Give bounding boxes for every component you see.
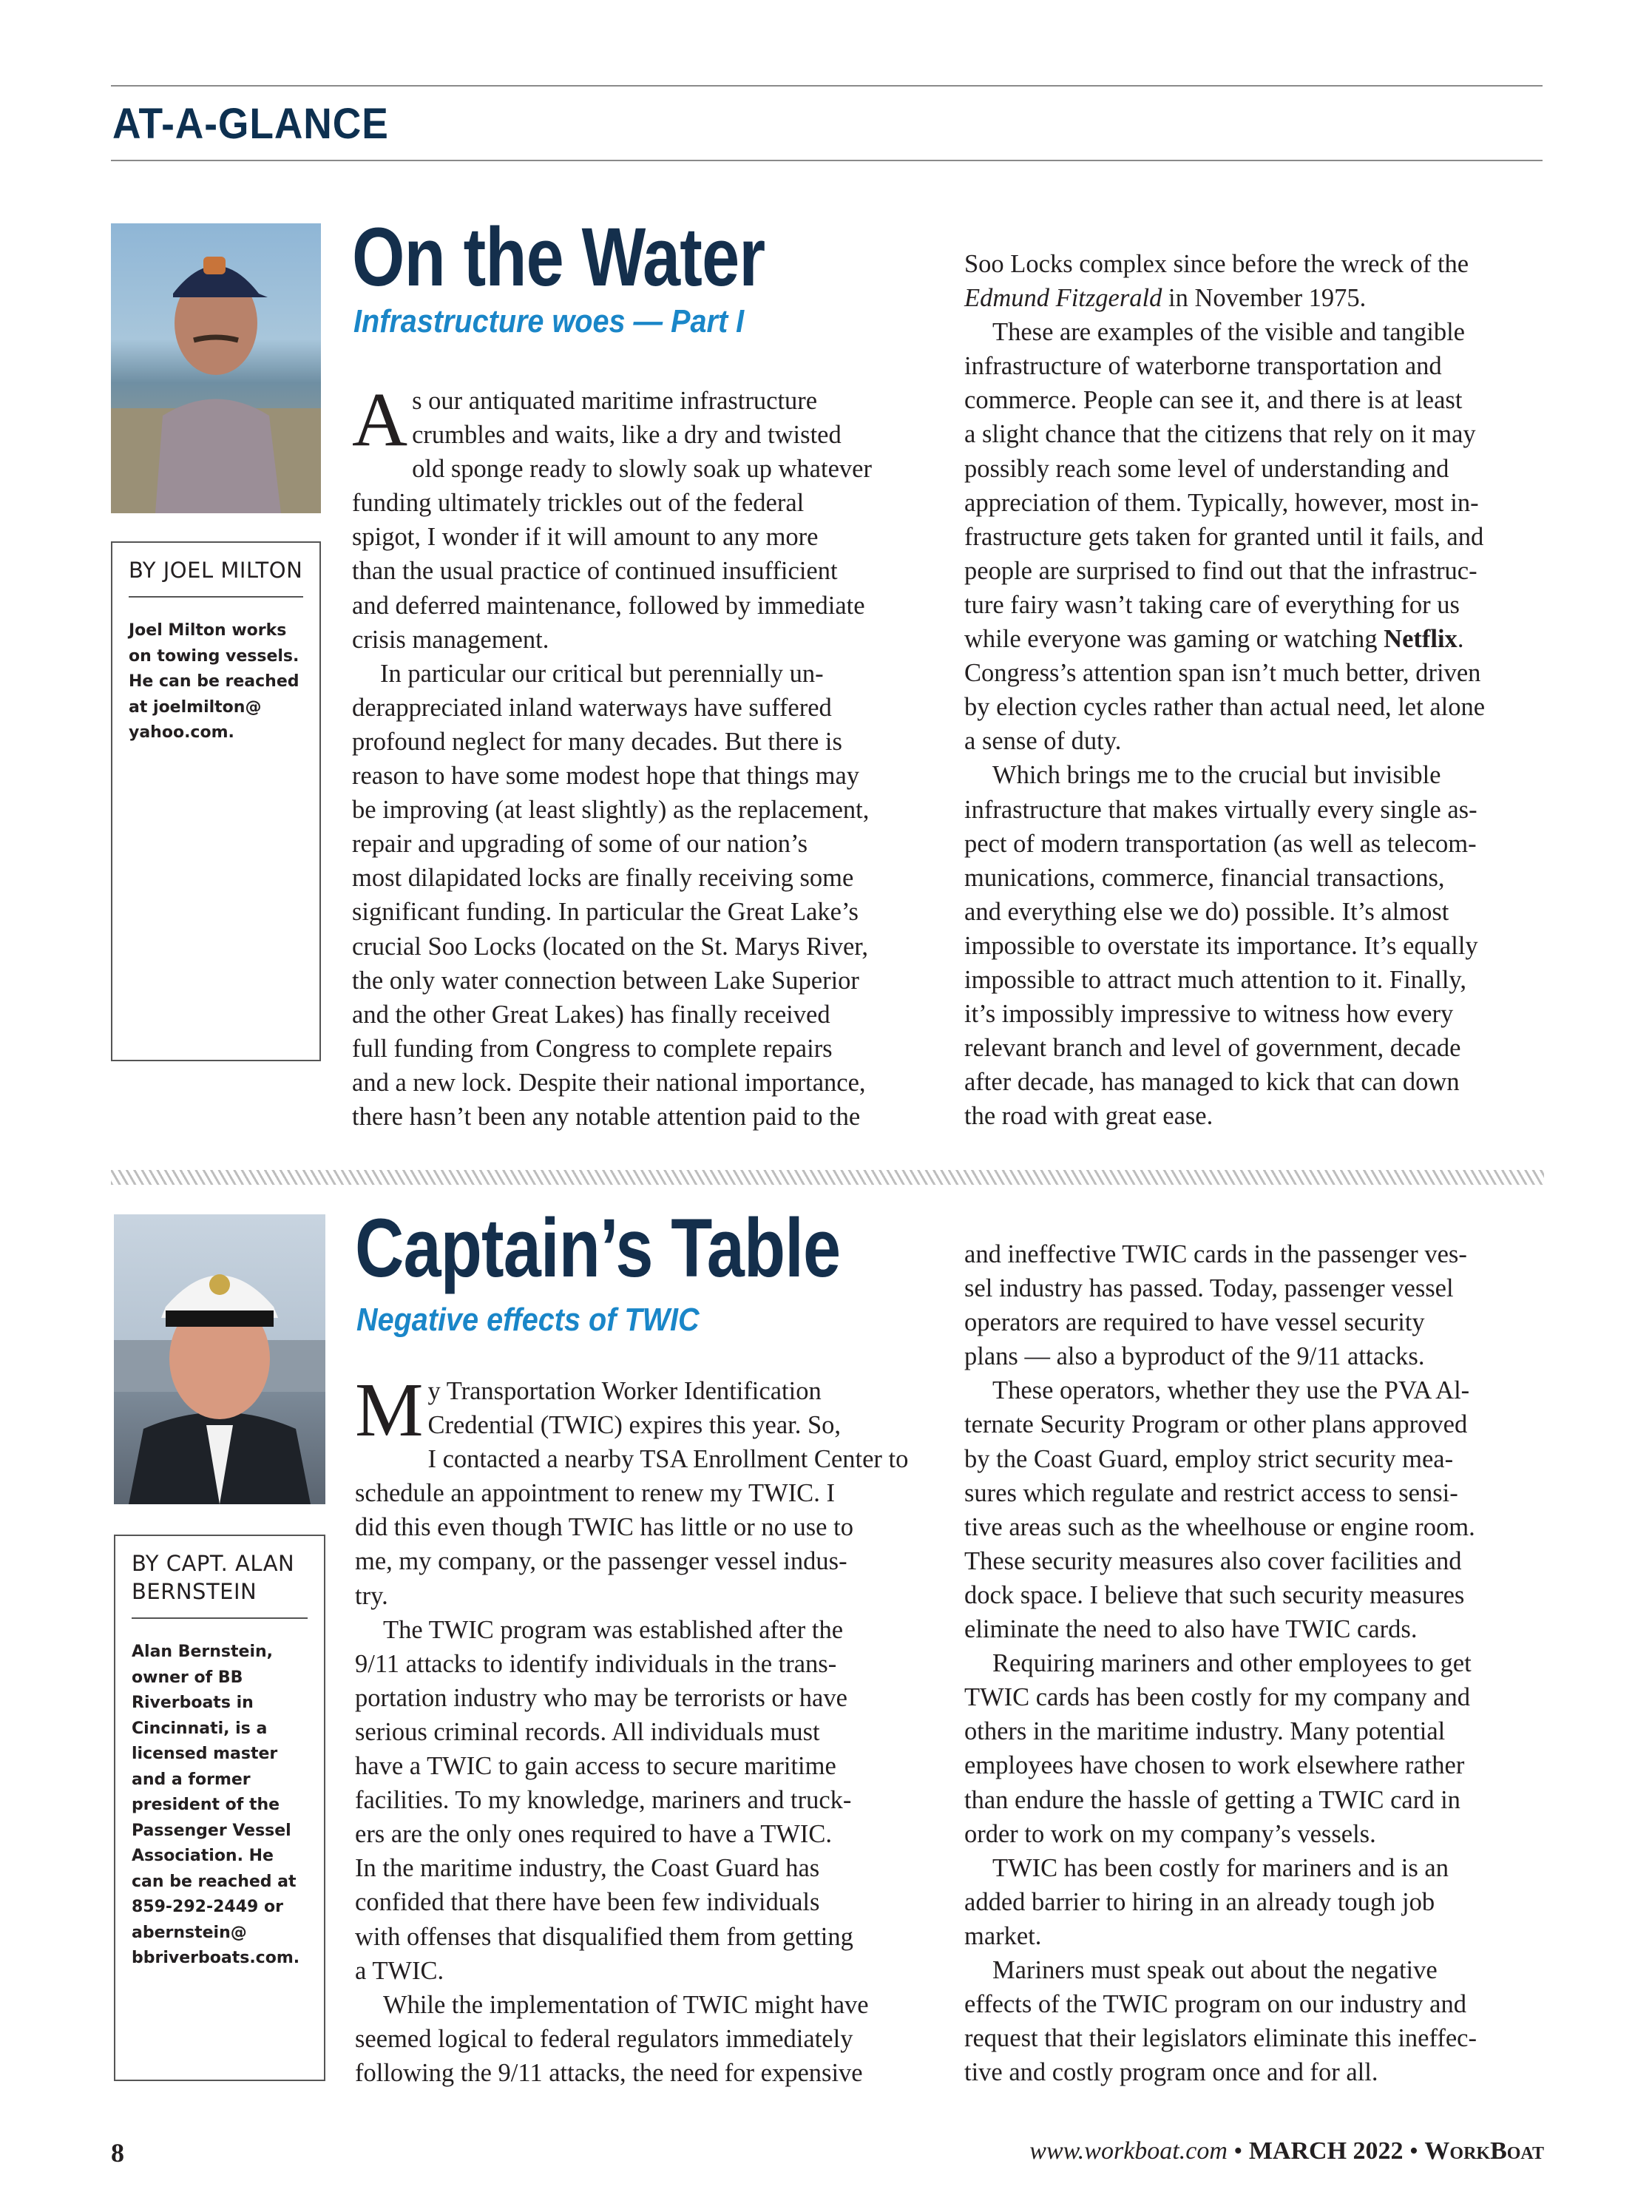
- author-photo-alan-bernstein: [114, 1214, 325, 1504]
- text-line: a slight chance that the citizens that rely on it may: [964, 420, 1476, 449]
- text-line: spigot, I wonder if it will amount to any more: [352, 523, 819, 552]
- article-title: Captain’s Table: [355, 1202, 841, 1294]
- text-line: operators are required to have vessel security: [964, 1308, 1425, 1337]
- text-line: there hasn’t been any notable attention paid to the: [352, 1102, 861, 1131]
- text-line: sel industry has passed. Today, passenger vessel: [964, 1274, 1454, 1303]
- paragraph: [964, 1953, 1548, 2089]
- text-line: crisis management.: [352, 625, 549, 654]
- text-line: be improving (at least slightly) as the replacement,: [352, 796, 870, 825]
- text-line: These are examples of the visible and tangible: [992, 318, 1465, 347]
- text-line: infrastructure of waterborne transportation and: [964, 352, 1442, 381]
- footer-publication-info: [1029, 2137, 1544, 2165]
- footer-separator: •: [1403, 2137, 1425, 2165]
- text-segment: in November 1975.: [1162, 284, 1367, 313]
- paragraph: [964, 247, 1548, 315]
- text-line: most dilapidated locks are finally receiving some: [352, 864, 854, 893]
- text-line: seemed logical to federal regulators immediately: [355, 2024, 853, 2053]
- text-line: repair and upgrading of some of our nation’s: [352, 830, 808, 859]
- text-line: TWIC has been costly for mariners and is an: [992, 1853, 1449, 1882]
- section-label: AT-A-GLANCE: [112, 100, 389, 148]
- text-line: people are surprised to find out that the infrastruc-: [964, 556, 1477, 585]
- text-line: [964, 281, 1548, 315]
- paragraph: [355, 1367, 939, 1613]
- text-line: confided that there have been few individuals: [355, 1888, 820, 1917]
- text-line: serious criminal records. All individuals must: [355, 1717, 820, 1746]
- text-line: frastructure gets taken for granted until it fails, and: [964, 522, 1484, 551]
- author-photo-joel-milton: [111, 223, 321, 513]
- text-line: following the 9/11 attacks, the need for expensive: [355, 2058, 863, 2087]
- text-line: with offenses that disqualified them from getting: [355, 1922, 853, 1951]
- paragraph: [964, 1237, 1548, 1373]
- paragraph: [355, 1988, 939, 2090]
- drop-cap: M: [355, 1367, 424, 1452]
- text-line: s our antiquated maritime infrastructure: [412, 387, 818, 415]
- text-line: significant funding. In particular the Great Lake’s: [352, 898, 859, 927]
- text-line: and deferred maintenance, followed by immediate: [352, 591, 865, 620]
- text-line: I contacted a nearby TSA Enrollment Center to: [427, 1445, 909, 1474]
- text-line: the only water connection between Lake Superior: [352, 966, 859, 995]
- text-line: schedule an appointment to renew my TWIC. I: [355, 1479, 835, 1508]
- text-line: pect of modern transportation (as well as telecom-: [964, 829, 1477, 858]
- section-divider: [111, 1170, 1544, 1185]
- paragraph: [964, 1373, 1548, 1646]
- text-line: possibly reach some level of understanding and: [964, 454, 1449, 483]
- article-title: On the Water: [352, 211, 765, 303]
- author-bio: Joel Milton works on towing vessels. He can be reached at joelmilton@ yahoo.com.: [129, 621, 299, 742]
- text-line: infrastructure that makes virtually every single as-: [964, 795, 1477, 824]
- byline: BY JOEL MILTON: [129, 556, 303, 598]
- text-line: [964, 622, 1548, 656]
- text-line: me, my company, or the passenger vessel indus-: [355, 1547, 847, 1576]
- text-line: order to work on my company’s vessels.: [964, 1819, 1376, 1848]
- text-line: old sponge ready to slowly soak up whatever: [412, 455, 872, 484]
- text-line: TWIC cards has been costly for my company and: [964, 1683, 1471, 1712]
- top-rule: [111, 85, 1543, 87]
- text-line: crucial Soo Locks (located on the St. Marys River,: [352, 932, 869, 961]
- footer-website: www.workboat.com: [1029, 2137, 1228, 2165]
- paragraph: [352, 377, 936, 657]
- paragraph: [352, 657, 936, 1134]
- text-line: market.: [964, 1921, 1042, 1950]
- text-line: than endure the hassle of getting a TWIC card in: [964, 1785, 1460, 1814]
- author-bio-box: [111, 541, 321, 1061]
- text-line: derappreciated inland waterways have suffered: [352, 693, 832, 722]
- bold-text: Netflix: [1384, 625, 1458, 654]
- text-line: reason to have some modest hope that things may: [352, 762, 860, 791]
- text-line: tive areas such as the wheelhouse or engine room.: [964, 1512, 1475, 1541]
- section-rule: [111, 160, 1543, 161]
- footer-separator: •: [1227, 2137, 1249, 2165]
- text-line: ture fairy wasn’t taking care of everything for us: [964, 590, 1460, 619]
- italic-text: Edmund Fitzgerald: [964, 284, 1162, 313]
- author-bio: Alan Bernstein, owner of BB Riverboats in Cincinnati, is a licensed master and a former president of the Passenger Vessel Association. He can be reached at 859-292-2449 or abernstein@ bbriverboats.com.: [132, 1643, 300, 1967]
- article-body-column-1: [355, 1367, 939, 2090]
- text-line: These operators, whether they use the PVA Al-: [992, 1376, 1470, 1405]
- text-line: impossible to overstate its importance. It’s equally: [964, 931, 1478, 960]
- paragraph: [964, 758, 1548, 1133]
- text-line: sures which regulate and restrict access to sensi-: [964, 1478, 1458, 1507]
- text-line: Congress’s attention span isn’t much better, driven: [964, 659, 1481, 688]
- text-line: by election cycles rather than actual need, let alone: [964, 693, 1486, 722]
- text-line: it’s impossibly impressive to witness how every: [964, 1000, 1454, 1029]
- footer-publication-name: WorkBoat: [1424, 2137, 1544, 2165]
- text-line: tive and costly program once and for all.: [964, 2058, 1378, 2087]
- text-line: Soo Locks complex since before the wreck of the: [964, 250, 1469, 278]
- text-line: and everything else we do) possible. It’s almost: [964, 897, 1449, 926]
- page-number: 8: [111, 2138, 124, 2168]
- text-line: others in the maritime industry. Many potential: [964, 1717, 1446, 1746]
- text-line: crumbles and waits, like a dry and twisted: [412, 421, 842, 450]
- text-line: facilities. To my knowledge, mariners and truck-: [355, 1786, 852, 1815]
- text-line: full funding from Congress to complete repairs: [352, 1034, 833, 1063]
- text-line: funding ultimately trickles out of the federal: [352, 489, 805, 518]
- text-line: added barrier to hiring in an already tough job: [964, 1887, 1435, 1916]
- text-line: plans — also a byproduct of the 9/11 attacks.: [964, 1342, 1425, 1371]
- text-line: request that their legislators eliminate this ineffec-: [964, 2024, 1477, 2053]
- text-line: did this even though TWIC has little or no use to: [355, 1513, 853, 1542]
- text-segment: while everyone was gaming or watching: [964, 625, 1384, 654]
- text-line: portation industry who may be terrorists or have: [355, 1683, 847, 1712]
- text-line: Credential (TWIC) expires this year. So,: [427, 1411, 842, 1440]
- text-line: employees have chosen to work elsewhere rather: [964, 1751, 1465, 1780]
- text-line: Mariners must speak out about the negative: [992, 1955, 1438, 1984]
- text-line: have a TWIC to gain access to secure maritime: [355, 1752, 836, 1781]
- text-line: In the maritime industry, the Coast Guard has: [355, 1854, 820, 1883]
- article-body-column-2: [964, 1237, 1548, 2089]
- text-line: These security measures also cover facilities and: [964, 1546, 1462, 1575]
- byline: BY CAPT. ALAN BERNSTEIN: [132, 1549, 308, 1619]
- text-line: by the Coast Guard, employ strict security mea-: [964, 1444, 1454, 1473]
- text-line: a sense of duty.: [964, 727, 1122, 756]
- text-line: relevant branch and level of government, decade: [964, 1034, 1461, 1063]
- text-line: appreciation of them. Typically, however, most in-: [964, 488, 1479, 517]
- text-line: and a new lock. Despite their national importance,: [352, 1068, 866, 1097]
- text-line: 9/11 attacks to identify individuals in the trans-: [355, 1649, 837, 1678]
- article-subtitle: Infrastructure woes — Part I: [353, 303, 745, 339]
- footer-issue-date: MARCH 2022: [1248, 2137, 1404, 2165]
- paragraph: [964, 315, 1548, 758]
- text-line: a TWIC.: [355, 1956, 444, 1985]
- text-line: after decade, has managed to kick that can down: [964, 1068, 1460, 1097]
- text-line: dock space. I believe that such security measures: [964, 1580, 1465, 1609]
- text-segment: .: [1457, 625, 1464, 654]
- text-line: the road with great ease.: [964, 1102, 1213, 1131]
- text-line: impossible to attract much attention to it. Finally,: [964, 965, 1467, 994]
- text-line: Which brings me to the crucial but invisible: [992, 761, 1441, 790]
- text-line: ternate Security Program or other plans approved: [964, 1410, 1468, 1439]
- article-body-column-2: [964, 247, 1548, 1133]
- author-bio-box: [114, 1535, 325, 2081]
- text-line: y Transportation Worker Identification: [427, 1377, 822, 1405]
- paragraph: [355, 1613, 939, 1988]
- article-subtitle: Negative effects of TWIC: [356, 1302, 700, 1338]
- paragraph: [964, 1646, 1548, 1851]
- text-line: The TWIC program was established after the: [383, 1615, 844, 1644]
- drop-cap: A: [352, 377, 408, 462]
- text-line: While the implementation of TWIC might have: [383, 1990, 869, 2019]
- article-body-column-1: [352, 377, 936, 1134]
- text-line: profound neglect for many decades. But there is: [352, 727, 842, 756]
- text-line: and the other Great Lakes) has finally received: [352, 1000, 830, 1029]
- text-line: effects of the TWIC program on our industry and: [964, 1990, 1466, 2019]
- text-line: than the usual practice of continued insufficient: [352, 557, 838, 586]
- text-line: In particular our critical but perennially un-: [380, 659, 824, 688]
- text-line: munications, commerce, financial transactions,: [964, 863, 1445, 892]
- paragraph: [964, 1851, 1548, 1953]
- text-line: and ineffective TWIC cards in the passenger ves-: [964, 1240, 1467, 1268]
- text-line: eliminate the need to also have TWIC cards.: [964, 1615, 1418, 1644]
- text-line: commerce. People can see it, and there is at least: [964, 386, 1463, 415]
- text-line: ers are the only ones required to have a TWIC.: [355, 1820, 833, 1849]
- text-line: try.: [355, 1581, 388, 1610]
- text-line: Requiring mariners and other employees to get: [992, 1649, 1472, 1678]
